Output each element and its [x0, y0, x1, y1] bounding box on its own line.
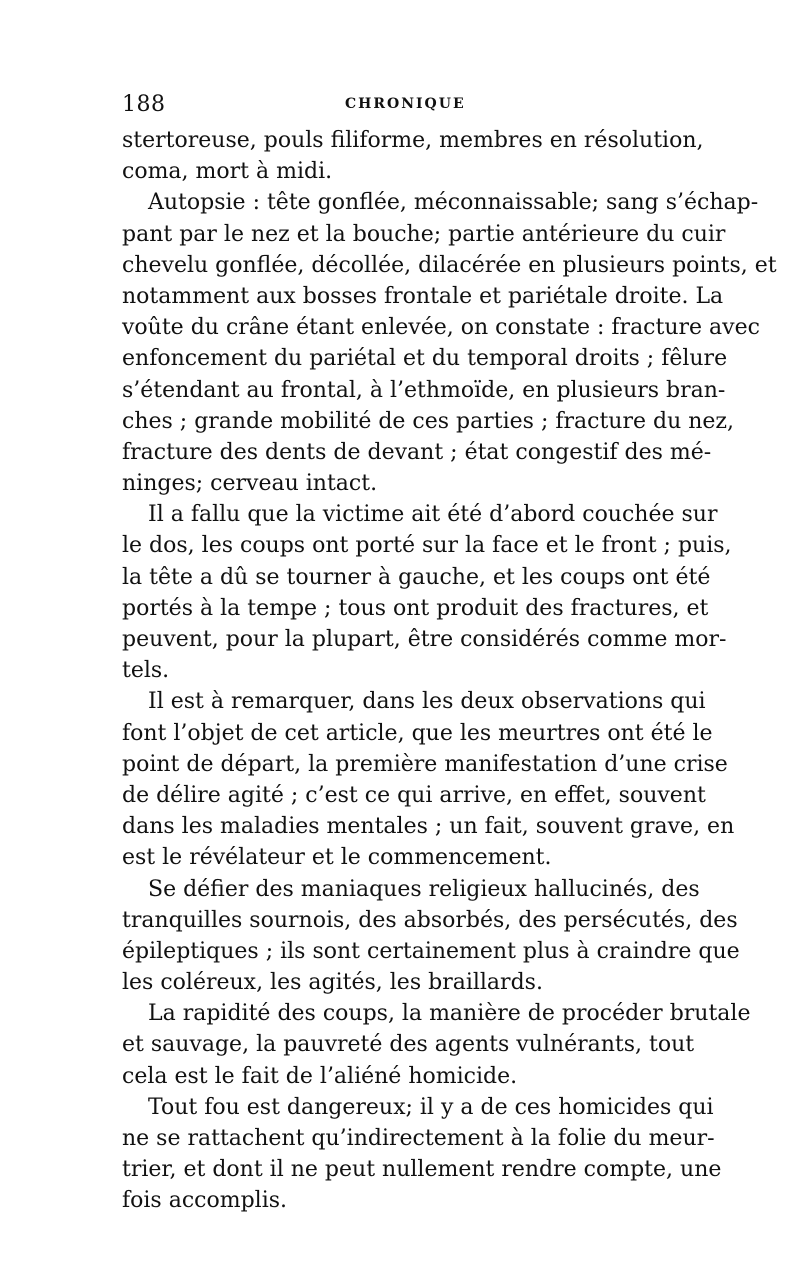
text-line: pant par le nez et la bouche; partie antérieure du cuir	[122, 221, 726, 247]
text-line: voûte du crâne étant enlevée, on constate : fracture avec	[122, 315, 760, 341]
body-text	[122, 125, 777, 1217]
paragraph-start-line: Tout fou est dangereux; il y a de ces homicides qui	[148, 1094, 714, 1120]
text-line: de délire agité ; c’est ce qui arrive, en effet, souvent	[122, 782, 706, 808]
section-title: CHRONIQUE	[345, 96, 466, 112]
text-line: fois accomplis.	[122, 1188, 288, 1214]
text-line: fracture des dents de devant ; état congestif des mé-	[122, 439, 712, 465]
text-line: et sauvage, la pauvreté des agents vulnérants, tout	[122, 1032, 695, 1058]
text-line: s’étendant au frontal, à l’ethmoïde, en plusieurs bran-	[122, 377, 726, 403]
text-line: tranquilles sournois, des absorbés, des persécutés, des	[122, 907, 738, 933]
text-line: chevelu gonflée, décollée, dilacérée en plusieurs points, et	[122, 252, 777, 278]
text-line: coma, mort à midi.	[122, 159, 333, 185]
text-line: peuvent, pour la plupart, être considérés comme mor-	[122, 627, 727, 652]
text-line: les coléreux, les agités, les braillards.	[122, 970, 543, 996]
text-line: trier, et dont il ne peut nullement rendre compte, une	[122, 1157, 722, 1183]
text-line: dans les maladies mentales ; un fait, souvent grave, en	[122, 814, 735, 840]
text-line: est le révélateur et le commencement.	[122, 845, 552, 871]
paragraph-start-line: Il est à remarquer, dans les deux observations qui	[148, 689, 706, 715]
text-line: font l’objet de cet article, que les meurtres ont été le	[122, 720, 713, 746]
text-line: ninges; cerveau intact.	[122, 471, 378, 497]
text-line: point de départ, la première manifestation d’une crise	[122, 751, 728, 777]
text-line: ne se rattachent qu’indirectement à la folie du meur-	[122, 1126, 715, 1151]
text-line: tels.	[122, 658, 170, 684]
paragraph-start-line: Autopsie : tête gonflée, méconnaissable; sang s’échap-	[148, 190, 759, 216]
text-line: enfoncement du pariétal et du temporal droits ; fêlure	[122, 346, 728, 372]
text-line: ches ; grande mobilité de ces parties ; fracture du nez,	[122, 408, 735, 434]
page-number: 188	[122, 92, 166, 117]
paragraph-start-line: Il a fallu que la victime ait été d’abord couchée sur	[148, 502, 718, 528]
running-head	[122, 92, 678, 120]
text-line: épileptiques ; ils sont certainement plus à craindre que	[122, 938, 740, 964]
paragraph-start-line: La rapidité des coups, la manière de procéder brutale	[148, 1001, 751, 1027]
text-line: le dos, les coups ont porté sur la face et le front ; puis,	[122, 533, 732, 559]
text-line: la tête a dû se tourner à gauche, et les coups ont été	[122, 564, 711, 590]
text-line: notamment aux bosses frontale et pariétale droite. La	[122, 283, 724, 309]
paragraph-start-line: Se défier des maniaques religieux hallucinés, des	[148, 876, 700, 902]
text-line: stertoreuse, pouls filiforme, membres en résolution,	[122, 128, 704, 153]
text-line: portés à la tempe ; tous ont produit des fractures, et	[122, 595, 709, 621]
text-line: cela est le fait de l’aliéné homicide.	[122, 1063, 518, 1089]
